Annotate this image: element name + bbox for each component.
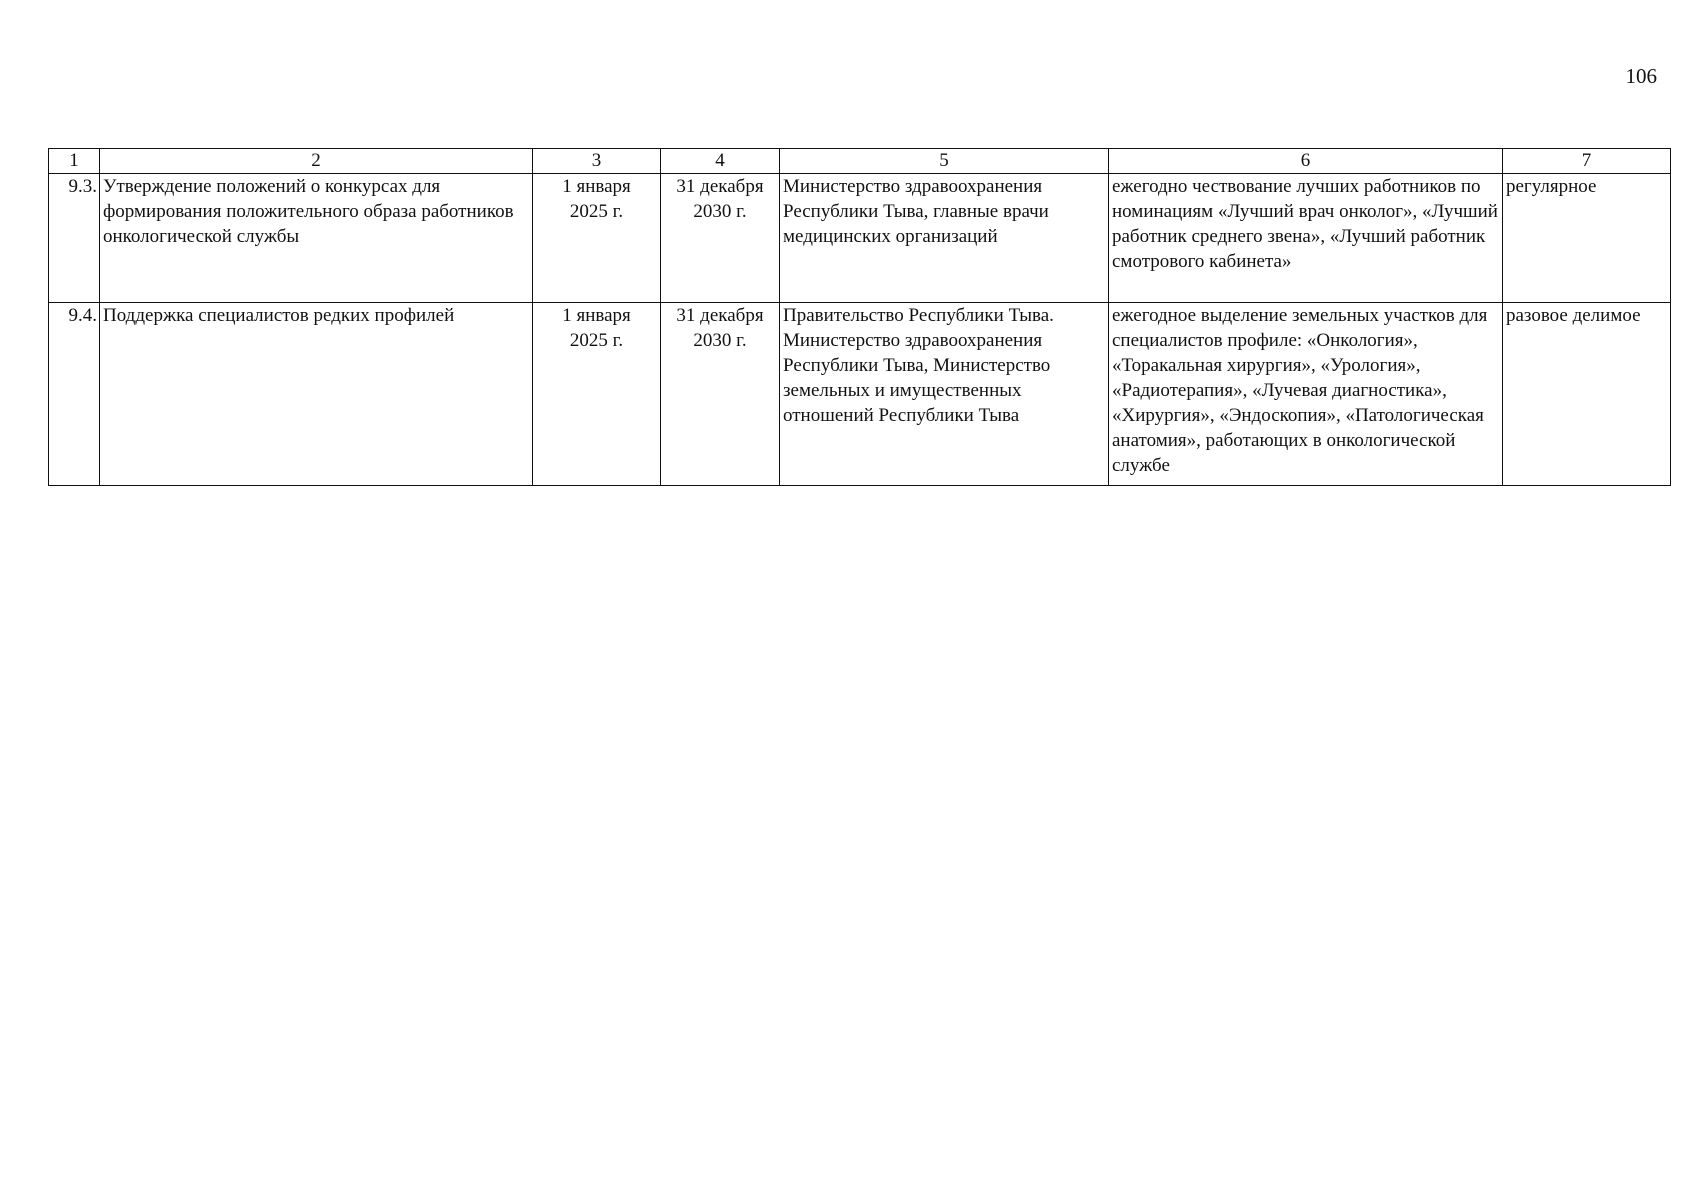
end-date-cell: [661, 303, 780, 486]
end-date-year: 2030 г.: [693, 201, 747, 222]
start-date-year: 2025 г.: [569, 201, 624, 222]
header-cell: 1: [49, 149, 100, 174]
responsible-cell: Правительство Республики Тыва. Министерство здравоохранения Республики Тыва, Министерство земельных и имущественных отношений Республики Тыва: [780, 303, 1109, 486]
table-row: [49, 303, 1671, 486]
header-cell: 3: [533, 149, 661, 174]
row-number: 9.3.: [49, 174, 100, 303]
start-date-day: 1 января: [562, 176, 631, 197]
start-date-cell: [533, 303, 661, 486]
header-cell: 4: [661, 149, 780, 174]
row-number: 9.4.: [49, 303, 100, 486]
type-cell: разовое делимое: [1503, 303, 1671, 486]
table-row: [49, 174, 1671, 303]
end-date-year: 2030 г.: [693, 330, 747, 351]
end-date-day: 31 декабря: [676, 176, 764, 197]
result-cell: ежегодное выделение земельных участков для специалистов профиле: «Онкология», «Торакальная хирургия», «Урология», «Радиотерапия», «Лучевая диагностика», «Хирургия», «Эндоскопия», «Патологическая анатомия», работающих в онкологической службе: [1109, 303, 1503, 486]
start-date-cell: [533, 174, 661, 303]
responsible-cell: Министерство здравоохранения Республики Тыва, главные врачи медицинских организаций: [780, 174, 1109, 303]
start-date-year: 2025 г.: [569, 330, 624, 351]
start-date-day: 1 января: [562, 305, 631, 326]
measure-cell: Утверждение положений о конкурсах для формирования положительного образа работников онкологической службы: [100, 174, 533, 303]
header-cell: 6: [1109, 149, 1503, 174]
page-number: 106: [1625, 64, 1657, 88]
result-cell: ежегодно чествование лучших работников по номинациям «Лучший врач онколог», «Лучший работник среднего звена», «Лучший работник смотрового кабинета»: [1109, 174, 1503, 303]
measure-cell: Поддержка специалистов редких профилей: [100, 303, 533, 486]
end-date-cell: [661, 174, 780, 303]
header-cell: 7: [1503, 149, 1671, 174]
header-cell: 2: [100, 149, 533, 174]
header-cell: 5: [780, 149, 1109, 174]
table-header-row: [49, 149, 1671, 174]
end-date-day: 31 декабря: [676, 305, 764, 326]
type-cell: регулярное: [1503, 174, 1671, 303]
plan-table: [48, 148, 1671, 486]
